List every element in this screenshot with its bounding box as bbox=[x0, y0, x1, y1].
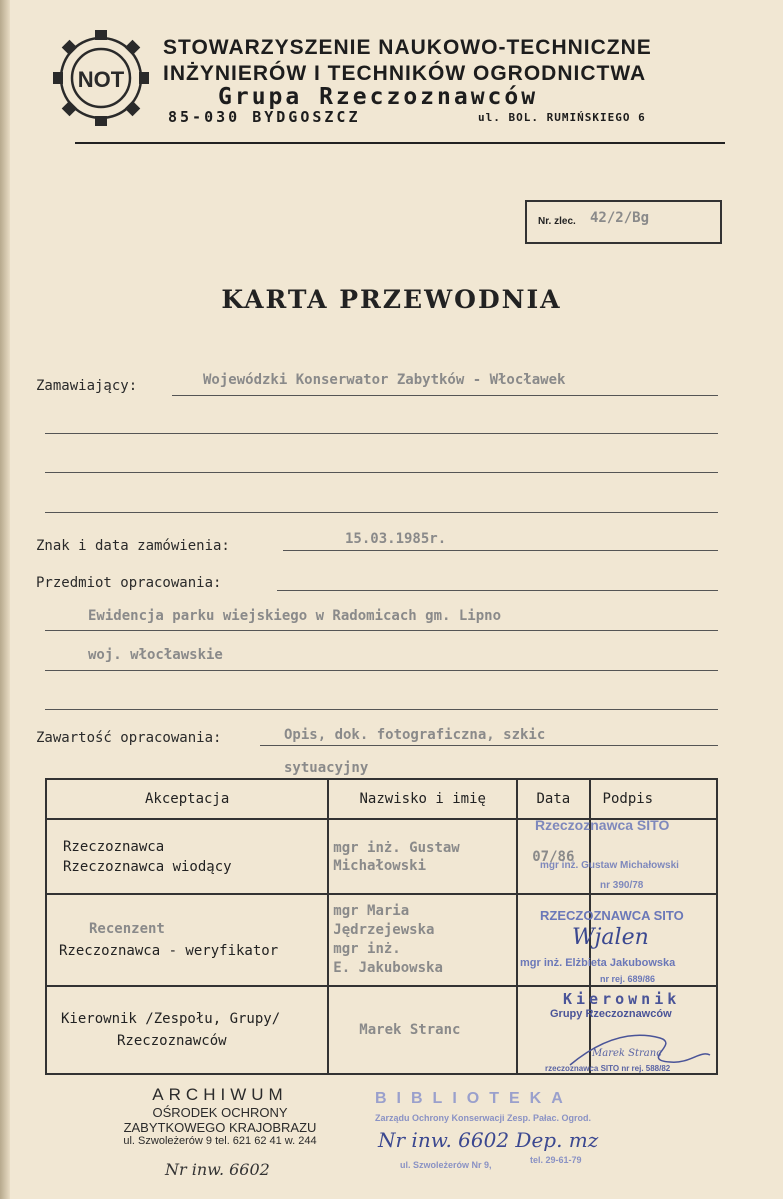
reference-value: 42/2/Bg bbox=[590, 210, 650, 226]
header-name: Nazwisko i imię bbox=[328, 779, 517, 819]
header-divider bbox=[75, 142, 725, 144]
logo-text: NOT bbox=[77, 67, 125, 92]
signature-row2: Wjalen bbox=[572, 925, 649, 950]
stamp-row3-title: Kierownik bbox=[563, 990, 681, 1008]
archive-line: OŚRODEK OCHRONY bbox=[152, 1105, 288, 1120]
blank-line bbox=[45, 709, 718, 710]
subject-line bbox=[277, 590, 718, 591]
library-stamp-title: BIBLIOTEKA bbox=[375, 1090, 573, 1107]
subject-value-line1: Ewidencja parku wiejskiego w Radomicach gm. Lipno bbox=[88, 608, 502, 624]
blank-line bbox=[45, 512, 718, 513]
document-title: KARTA PRZEWODNIA bbox=[221, 285, 562, 314]
name-line: mgr inż. bbox=[333, 941, 401, 957]
library-stamp-address: ul. Szwoleżerów Nr 9, bbox=[400, 1160, 492, 1170]
library-stamp-tel: tel. 29-61-79 bbox=[530, 1155, 582, 1165]
client-label: Zamawiający: bbox=[36, 378, 138, 394]
header-signature: Podpis bbox=[590, 779, 717, 819]
archive-stamp bbox=[100, 1085, 340, 1147]
subject-value-line2: woj. włocławskie bbox=[88, 647, 223, 663]
ndt-logo-icon bbox=[48, 26, 154, 130]
stamp-row3-name: Marek Stranc bbox=[592, 1048, 662, 1059]
archive-title: ARCHIWUM bbox=[152, 1085, 288, 1104]
contents-value-line1: Opis, dok. fotograficzna, szkic bbox=[284, 727, 546, 743]
role-cell bbox=[46, 894, 328, 986]
subject-line bbox=[45, 630, 718, 631]
stamp-row1-nr: nr 390/78 bbox=[600, 880, 644, 891]
name-cell bbox=[328, 894, 517, 986]
role-line: Rzeczoznawca - weryfikator bbox=[59, 943, 279, 959]
role-line: Rzeczoznawca wiodący bbox=[63, 858, 232, 875]
role-line: Kierownik /Zespołu, Grupy/ bbox=[61, 1011, 281, 1027]
stamp-row3-nr: rzeczoznawca SITO nr rej. 588/82 bbox=[545, 1064, 671, 1073]
name-line: Marek Stranc bbox=[359, 1022, 461, 1038]
table-header-row bbox=[46, 779, 717, 819]
name-line: mgr Maria bbox=[333, 903, 410, 919]
order-value: 15.03.1985r. bbox=[345, 531, 447, 547]
header-org-line1: STOWARZYSZENIE NAUKOWO-TECHNICZNE bbox=[163, 36, 652, 59]
name-line: Jędrzejewska bbox=[333, 922, 435, 938]
date-value: 07/86 bbox=[532, 848, 575, 865]
name-line: Michałowski bbox=[333, 857, 427, 874]
archive-address: ul. Szwoleżerów 9 tel. 621 62 41 w. 244 bbox=[123, 1135, 317, 1147]
header-org-line2: INŻYNIERÓW I TECHNIKÓW OGRODNICTWA bbox=[163, 62, 647, 85]
library-stamp-line: Zarządu Ochrony Konserwacji Zesp. Pałac. Ogrod. bbox=[375, 1113, 592, 1123]
name-cell bbox=[328, 986, 517, 1074]
stamp-row3-sub: Grupy Rzeczoznawców bbox=[550, 1008, 672, 1020]
name-line: mgr inż. Gustaw bbox=[333, 839, 460, 856]
archive-inventory-handwritten: Nr inw. 6602 bbox=[165, 1160, 270, 1179]
subject-line bbox=[45, 670, 718, 671]
header-group: Grupa Rzeczoznawców bbox=[218, 84, 539, 110]
stamp-row2-name: mgr inż. Elżbieta Jakubowska bbox=[520, 957, 676, 969]
header-street: ul. BOL. RUMIŃSKIEGO 6 bbox=[478, 111, 646, 124]
blank-line bbox=[45, 433, 718, 434]
order-label: Znak i data zamówienia: bbox=[36, 538, 230, 554]
stamp-row2-title: RZECZOZNAWCA SITO bbox=[540, 908, 684, 923]
reference-label: Nr. zlec. bbox=[538, 216, 576, 227]
contents-label: Zawartość opracowania: bbox=[36, 730, 222, 746]
header-city: 85-030 BYDGOSZCZ bbox=[168, 108, 361, 126]
order-line bbox=[283, 550, 718, 551]
role-cell bbox=[46, 819, 328, 894]
role-cell bbox=[46, 986, 328, 1074]
name-cell bbox=[328, 819, 517, 894]
role-line: Rzeczoznawca bbox=[63, 838, 165, 855]
contents-value-line2: sytuacyjny bbox=[284, 760, 369, 776]
blank-line bbox=[45, 472, 718, 473]
stamp-row1-name: mgr inż. Gustaw Michałowski bbox=[540, 860, 679, 871]
name-line: E. Jakubowska bbox=[333, 960, 443, 976]
library-inventory-handwritten: Nr inw. 6602 Dep. mz bbox=[378, 1128, 599, 1152]
archive-line: ZABYTKOWEGO KRAJOBRAZU bbox=[123, 1120, 317, 1135]
signature-row3-icon bbox=[560, 1020, 720, 1080]
client-value: Wojewódzki Konserwator Zabytków - Włocławek bbox=[203, 372, 566, 388]
subject-label: Przedmiot opracowania: bbox=[36, 575, 222, 591]
header-date: Data bbox=[517, 779, 589, 819]
stamp-row2-nr: nr rej. 689/86 bbox=[600, 974, 656, 984]
stamp-row1-title: Rzeczoznawca SITO bbox=[535, 817, 670, 833]
role-line: Rzeczoznawców bbox=[117, 1033, 227, 1049]
role-line: Recenzent bbox=[89, 921, 165, 937]
page-edge bbox=[0, 0, 10, 1199]
client-line bbox=[172, 395, 718, 396]
header-acceptance: Akceptacja bbox=[46, 779, 328, 819]
contents-line bbox=[260, 745, 718, 746]
